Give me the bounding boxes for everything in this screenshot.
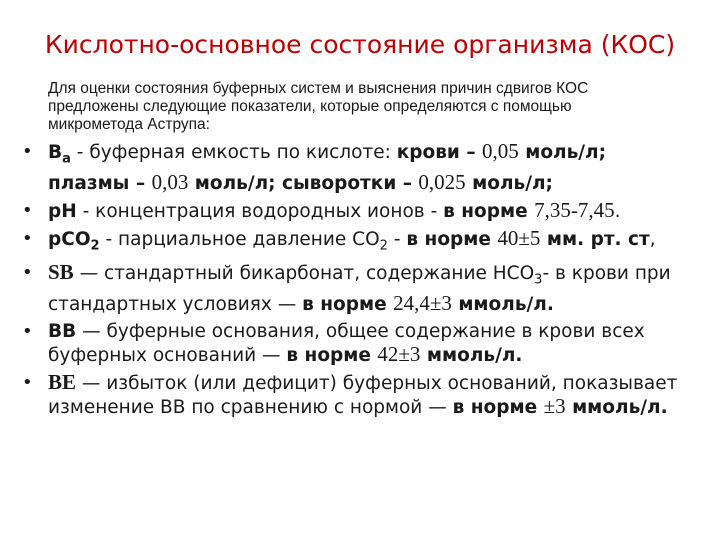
serum-value: 0,025 <box>418 169 466 194</box>
term: BB <box>48 321 77 343</box>
tail: . <box>614 200 621 222</box>
list-item-ph <box>20 199 692 223</box>
term: B <box>48 142 63 163</box>
description-subscript: 2 <box>379 238 388 254</box>
norm-unit: ммоль/л. <box>451 294 554 316</box>
term-subscript: 2 <box>90 238 100 254</box>
blood-unit: моль/л; плазмы – <box>48 142 607 194</box>
list-item-pco2 <box>20 227 692 258</box>
norm-unit: ммоль/л. <box>420 345 523 367</box>
bullet-icon: • <box>22 321 33 343</box>
norm-value: 7,35-7,45 <box>534 197 615 222</box>
bullet-icon: • <box>22 372 33 394</box>
intro-paragraph: Для оценки состояния буферных систем и выяснения причин сдвигов КОС предложены следующие показатели, которые определяются с помощью микрометода Аструпа: <box>48 80 589 133</box>
norm-label: в норме <box>452 397 544 419</box>
blood-label: крови – <box>396 142 483 163</box>
description: - буферная емкость по кислоте: <box>70 142 397 163</box>
term: pCO <box>48 228 91 250</box>
norm-value: ±3 <box>543 394 566 419</box>
bullet-icon: • <box>22 262 33 284</box>
serum-unit: моль/л; <box>465 172 553 194</box>
list-item-be <box>20 371 692 419</box>
term: SB <box>48 260 74 285</box>
norm-label: в норме <box>302 294 394 316</box>
plasma-value: 0,03 <box>151 169 189 194</box>
description: - концентрация водородных ионов - <box>76 200 444 222</box>
description: - парциальное давление CO <box>99 228 380 250</box>
indicator-list <box>20 140 692 423</box>
description: — буферные основания, общее содержание в крови всех буферных оснований — <box>48 321 645 367</box>
term: pH <box>48 200 77 222</box>
list-item-bb <box>20 320 692 367</box>
description: — стандартный бикарбонат, содержание HCO <box>73 263 535 285</box>
list-item-ba <box>20 140 692 195</box>
norm-label: в норме <box>406 228 498 250</box>
norm-label: в норме <box>443 200 535 222</box>
term-subscript: a <box>62 151 71 167</box>
norm-label: в норме <box>286 345 378 367</box>
slide-title: Кислотно-основное состояние организма (КОС) <box>44 30 676 59</box>
description-2: - в крови при стандартных условиях — <box>48 263 671 316</box>
description: — избыток (или дефицит) буферных оснований, показывает изменение BB по сравнению с нормой — <box>48 373 678 419</box>
tail: , <box>649 228 656 250</box>
bullet-icon: • <box>22 227 33 249</box>
blood-value: 0,05 <box>482 139 519 163</box>
norm-value: 42±3 <box>377 342 421 367</box>
term: BE <box>48 370 77 395</box>
bullet-icon: • <box>22 199 33 221</box>
norm-value: 24,4±3 <box>393 291 452 316</box>
description-2: - <box>387 228 407 250</box>
plasma-unit: моль/л; сыворотки – <box>188 172 419 194</box>
norm-value: 40±5 <box>497 225 541 250</box>
bullet-icon: • <box>22 141 33 162</box>
list-item-sb <box>20 261 692 316</box>
norm-unit: мм. рт. ст <box>540 228 650 250</box>
norm-unit: ммоль/л. <box>565 397 668 419</box>
description-subscript: 3 <box>534 273 543 289</box>
